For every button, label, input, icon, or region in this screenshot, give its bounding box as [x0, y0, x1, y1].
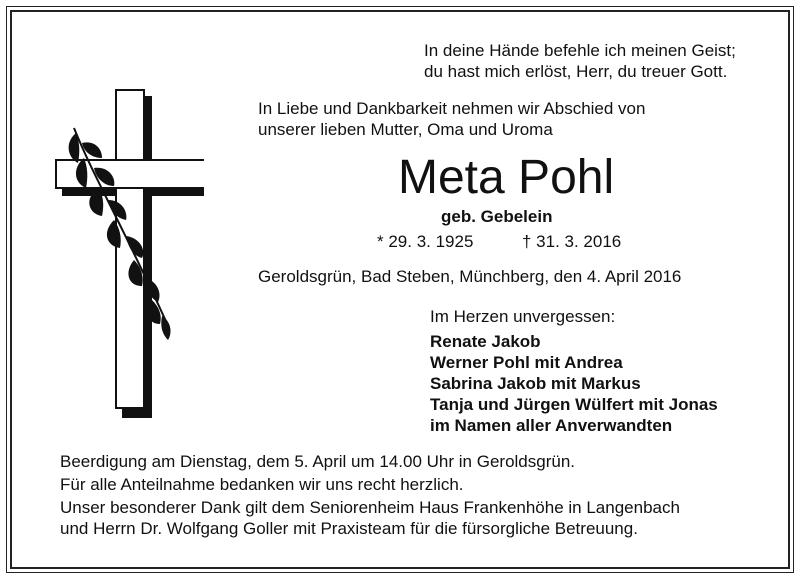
- maiden-name: geb. Gebelein: [441, 207, 553, 226]
- mourner-name: Renate Jakob: [430, 332, 541, 351]
- mourner-name: Sabrina Jakob mit Markus: [430, 374, 641, 393]
- mourner-name: im Namen aller Anverwandten: [430, 416, 673, 435]
- birth-date: * 29. 3. 1925: [377, 232, 474, 251]
- place-date: Geroldsgrün, Bad Steben, Münchberg, den 4. April 2016: [258, 267, 682, 286]
- mourners-heading: Im Herzen unvergessen:: [430, 307, 616, 326]
- cross-with-palm-branch-icon: [54, 88, 204, 418]
- special-thanks-line-2: und Herrn Dr. Wolfgang Goller mit Praxisteam für die fürsorgliche Betreuung.: [60, 519, 638, 538]
- special-thanks-line-1: Unser besonderer Dank gilt dem Seniorenheim Haus Frankenhöhe in Langenbach: [60, 498, 680, 517]
- deceased-name: Meta Pohl: [398, 151, 615, 204]
- intro-line-1: In Liebe und Dankbarkeit nehmen wir Abschied von: [258, 99, 646, 118]
- intro-line-2: unserer lieben Mutter, Oma und Uroma: [258, 120, 553, 139]
- thanks-line: Für alle Anteilnahme bedanken wir uns recht herzlich.: [60, 475, 464, 494]
- quote-line-2: du hast mich erlöst, Herr, du treuer Gott.: [424, 62, 728, 81]
- quote-line-1: In deine Hände befehle ich meinen Geist;: [424, 41, 736, 60]
- death-date: † 31. 3. 2016: [522, 232, 622, 251]
- mourner-name: Tanja und Jürgen Wülfert mit Jonas: [430, 395, 718, 414]
- mourner-name: Werner Pohl mit Andrea: [430, 353, 623, 372]
- funeral-info: Beerdigung am Dienstag, dem 5. April um 14.00 Uhr in Geroldsgrün.: [60, 452, 575, 471]
